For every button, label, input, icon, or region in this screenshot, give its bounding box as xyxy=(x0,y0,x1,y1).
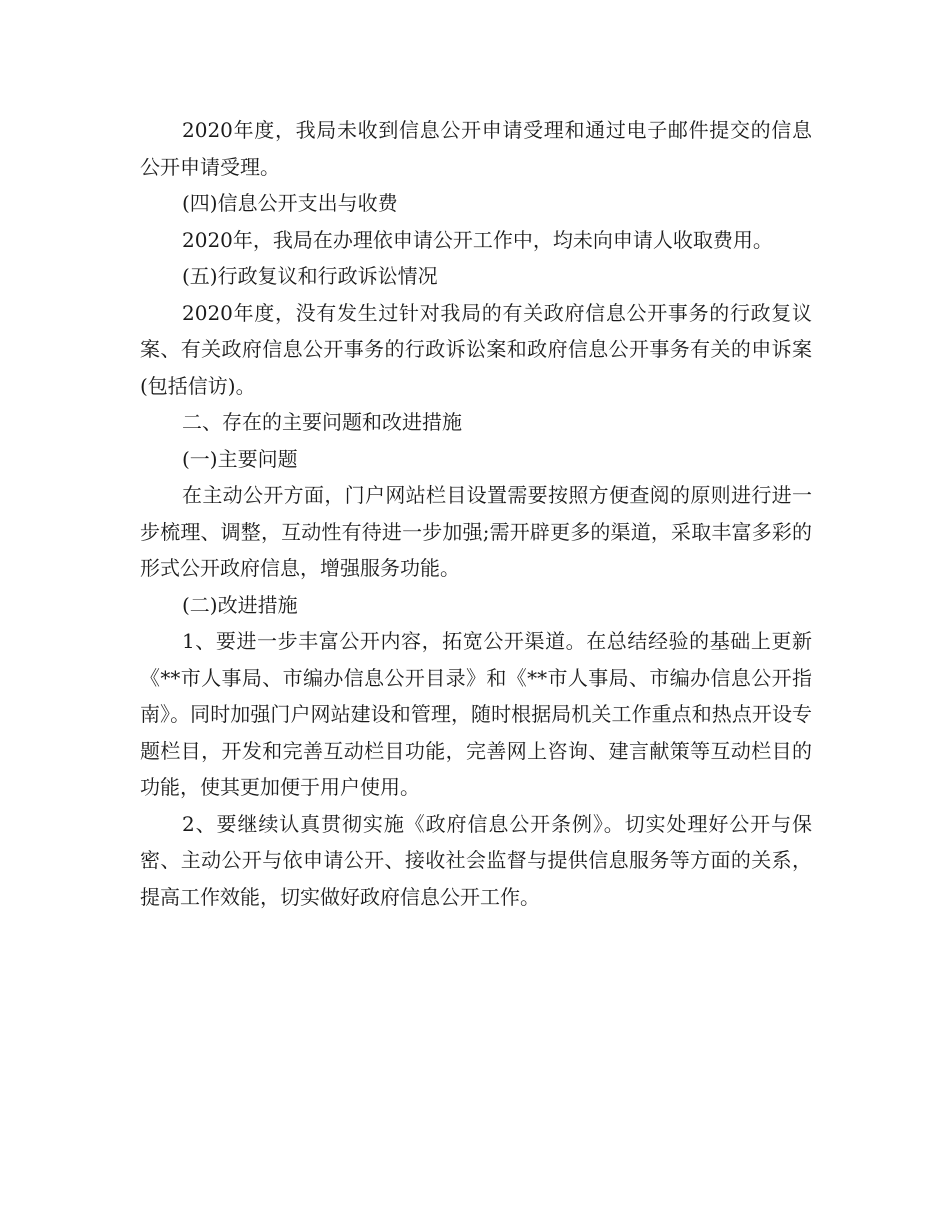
heading-improvement-measures: (二)改进措施 xyxy=(182,592,298,617)
paragraph-measure-1: 1、要进一步丰富公开内容，拓宽公开渠道。在总结经验的基础上更新《**市人事局、市编办信息公开目录》和《**市人事局、市编办信息公开指南》。同时加强门户网站建设和管理，随时根据局机关工作重点和热点开设专题栏目，开发和完善互动栏目功能，完善网上咨询、建言献策等互动栏目的功能，使其更加便于用户使用。 xyxy=(140,629,812,799)
heading-review-litigation: (五)行政复议和行政诉讼情况 xyxy=(182,264,438,288)
document-body xyxy=(140,112,812,915)
paragraph-no-applications: 2020年度，我局未收到信息公开申请受理和通过电子邮件提交的信息公开申请受理。 xyxy=(140,118,812,179)
heading-problems-measures: 二、存在的主要问题和改进措施 xyxy=(182,410,462,434)
heading-main-problems: (一)主要问题 xyxy=(182,446,298,471)
paragraph-main-problems: 在主动公开方面，门户网站栏目设置需要按照方便查阅的原则进行进一步梳理、调整，互动性有待进一步加强;需开辟更多的渠道，采取丰富多彩的形式公开政府信息，增强服务功能。 xyxy=(140,483,812,580)
paragraph-fees: 2020年，我局在办理依申请公开工作中，均未向申请人收取费用。 xyxy=(182,227,773,252)
paragraph-review-litigation: 2020年度，没有发生过针对我局的有关政府信息公开事务的行政复议案、有关政府信息公开事务的行政诉讼案和政府信息公开事务有关的申诉案(包括信访)。 xyxy=(140,300,812,398)
paragraph-measure-2: 2、要继续认真贯彻实施《政府信息公开条例》。切实处理好公开与保密、主动公开与依申请公开、接收社会监督与提供信息服务等方面的关系，提高工作效能，切实做好政府信息公开工作。 xyxy=(140,811,812,909)
heading-fees: (四)信息公开支出与收费 xyxy=(182,191,398,215)
